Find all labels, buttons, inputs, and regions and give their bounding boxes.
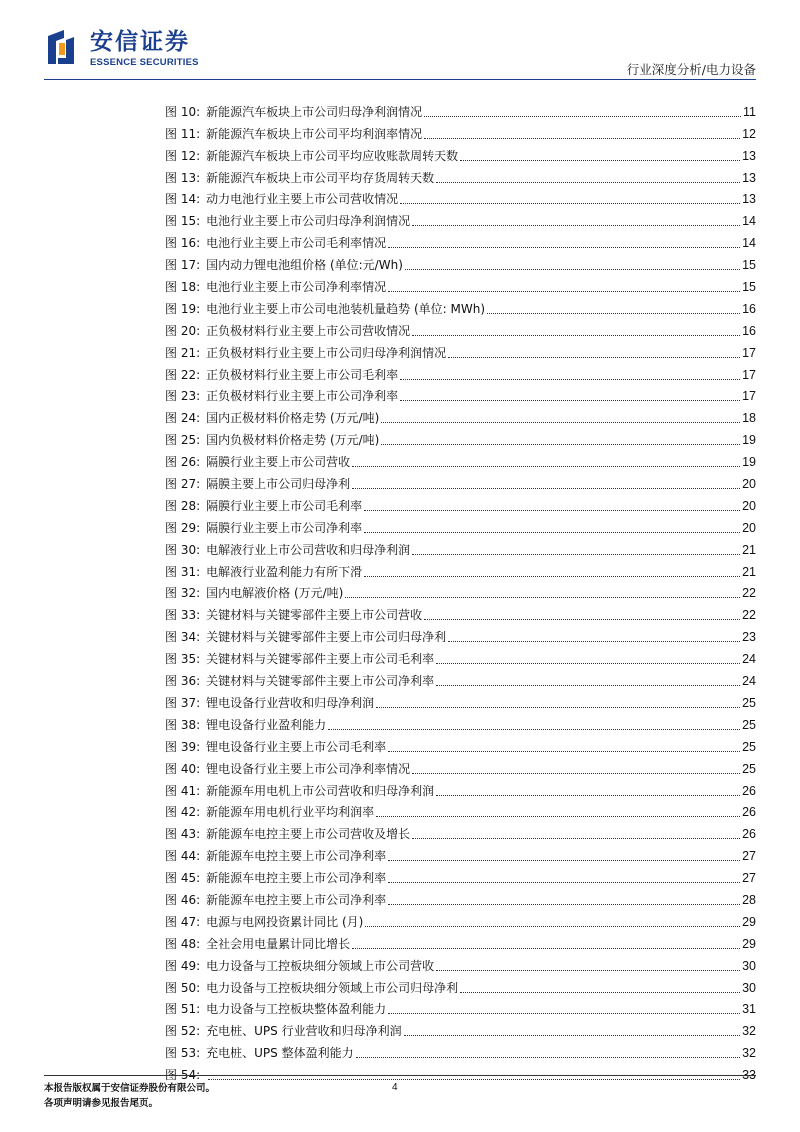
toc-entry[interactable] <box>165 996 756 1018</box>
toc-figure-label: 图 24: <box>165 411 201 426</box>
toc-leader-dots <box>448 356 740 358</box>
toc-figure-label: 图 51: <box>165 1002 201 1017</box>
toc-entry[interactable] <box>165 251 756 273</box>
toc-page-number: 29 <box>742 936 756 951</box>
toc-leader-dots <box>376 815 740 817</box>
toc-figure-label: 图 45: <box>165 871 201 886</box>
toc-figure-label: 图 53: <box>165 1046 201 1061</box>
toc-entry[interactable] <box>165 1039 756 1061</box>
toc-figure-label: 图 20: <box>165 323 201 338</box>
toc-figure-title: 新能源车用电机行业平均利润率 <box>206 805 375 820</box>
toc-leader-dots <box>365 925 740 927</box>
toc-figure-title: 锂电设备行业主要上市公司毛利率 <box>206 739 387 754</box>
toc-entry[interactable] <box>165 886 756 908</box>
toc-page-number: 25 <box>742 739 756 754</box>
toc-figure-title: 隔膜主要上市公司归母净利 <box>206 477 351 492</box>
toc-entry[interactable] <box>165 98 756 120</box>
toc-leader-dots <box>436 181 740 183</box>
toc-page-number: 26 <box>742 783 756 798</box>
toc-entry[interactable] <box>165 317 756 339</box>
toc-figure-label: 图 17: <box>165 258 201 273</box>
toc-entry[interactable] <box>165 470 756 492</box>
toc-leader-dots <box>436 969 740 971</box>
toc-figure-title: 充电桩、UPS 行业营收和归母净利润 <box>206 1024 402 1039</box>
toc-figure-title: 电池行业主要上市公司净利率情况 <box>206 280 387 295</box>
toc-entry[interactable] <box>165 799 756 821</box>
toc-entry[interactable] <box>165 711 756 733</box>
toc-entry[interactable] <box>165 864 756 886</box>
essence-logo-icon <box>46 28 76 66</box>
toc-figure-title: 新能源车电控主要上市公司营收及增长 <box>206 827 411 842</box>
toc-figure-label: 图 27: <box>165 477 201 492</box>
header-divider <box>44 79 756 80</box>
toc-page-number: 19 <box>742 433 756 448</box>
toc-page-number: 24 <box>742 674 756 689</box>
toc-page-number: 14 <box>742 236 756 251</box>
toc-leader-dots <box>345 596 740 598</box>
toc-page-number: 15 <box>742 280 756 295</box>
toc-figure-title: 国内负极材料价格走势 (万元/吨) <box>206 433 380 448</box>
toc-figure-title: 新能源车电控主要上市公司净利率 <box>206 849 387 864</box>
toc-entry[interactable] <box>165 492 756 514</box>
toc-leader-dots <box>352 487 740 489</box>
toc-page-number: 22 <box>742 608 756 623</box>
toc-leader-dots <box>364 575 740 577</box>
toc-page-number: 16 <box>742 323 756 338</box>
toc-page-number: 28 <box>742 892 756 907</box>
toc-page-number: 21 <box>742 542 756 557</box>
toc-figure-label: 图 18: <box>165 280 201 295</box>
toc-entry[interactable] <box>165 142 756 164</box>
toc-figure-label: 图 52: <box>165 1024 201 1039</box>
toc-figure-title: 动力电池行业主要上市公司营收情况 <box>206 192 399 207</box>
toc-figure-title: 电解液行业上市公司营收和归母净利润 <box>206 542 411 557</box>
toc-figure-title: 电力设备与工控板块细分领域上市公司营收 <box>206 958 435 973</box>
toc-figure-label: 图 22: <box>165 367 201 382</box>
toc-page-number: 12 <box>742 126 756 141</box>
toc-leader-dots <box>352 947 740 949</box>
toc-figure-title: 新能源汽车板块上市公司平均存货周转天数 <box>206 170 435 185</box>
toc-figure-title: 国内动力锂电池组价格 (单位:元/Wh) <box>206 258 403 273</box>
toc-page-number: 32 <box>742 1046 756 1061</box>
toc-figure-title: 隔膜行业主要上市公司净利率 <box>206 520 363 535</box>
toc-page-number: 30 <box>742 980 756 995</box>
toc-figure-title: 电池行业主要上市公司电池装机量趋势 (单位: MWh) <box>206 301 486 316</box>
toc-leader-dots <box>208 1078 740 1080</box>
toc-leader-dots <box>436 794 740 796</box>
toc-page-number: 29 <box>742 914 756 929</box>
toc-leader-dots <box>388 1012 740 1014</box>
toc-leader-dots <box>412 553 740 555</box>
toc-page-number: 20 <box>742 477 756 492</box>
footer-copyright: 本报告版权属于安信证券股份有限公司。 <box>44 1083 216 1094</box>
toc-figure-label: 图 43: <box>165 827 201 842</box>
toc-entry[interactable] <box>165 273 756 295</box>
toc-page-number: 13 <box>742 148 756 163</box>
toc-figure-label: 图 28: <box>165 498 201 513</box>
brand-name-cn: 安信证券 <box>90 29 190 55</box>
toc-leader-dots <box>424 618 740 620</box>
toc-figure-label: 图 26: <box>165 455 201 470</box>
toc-figure-title: 关键材料与关键零部件主要上市公司营收 <box>206 608 423 623</box>
toc-page-number: 18 <box>742 411 756 426</box>
toc-page-number: 11 <box>743 104 756 119</box>
toc-page-number: 25 <box>742 761 756 776</box>
toc-figure-title: 新能源车电控主要上市公司净利率 <box>206 871 387 886</box>
toc-entry[interactable] <box>165 361 756 383</box>
toc-figure-label: 图 34: <box>165 630 201 645</box>
toc-leader-dots <box>424 115 741 117</box>
toc-entry[interactable] <box>165 536 756 558</box>
toc-figure-label: 图 25: <box>165 433 201 448</box>
footer-disclaimer <box>44 1081 215 1111</box>
toc-figure-title: 电池行业主要上市公司归母净利润情况 <box>206 214 411 229</box>
toc-figure-title: 新能源汽车板块上市公司归母净利润情况 <box>206 104 423 119</box>
toc-figure-title: 国内正极材料价格走势 (万元/吨) <box>206 411 380 426</box>
toc-figure-label: 图 14: <box>165 192 201 207</box>
toc-figure-label: 图 44: <box>165 849 201 864</box>
toc-leader-dots <box>356 1056 741 1058</box>
toc-page-number: 27 <box>742 871 756 886</box>
brand-name-en: ESSENCE SECURITIES <box>90 57 199 68</box>
toc-leader-dots <box>328 728 740 730</box>
toc-figure-title: 关键材料与关键零部件主要上市公司毛利率 <box>206 652 435 667</box>
toc-leader-dots <box>400 202 740 204</box>
toc-page-number: 20 <box>742 520 756 535</box>
toc-leader-dots <box>381 421 740 423</box>
toc-page-number: 21 <box>742 564 756 579</box>
toc-leader-dots <box>400 378 740 380</box>
toc-leader-dots <box>436 662 740 664</box>
toc-figure-title: 新能源车电控主要上市公司净利率 <box>206 892 387 907</box>
toc-entry[interactable] <box>165 1017 756 1039</box>
toc-figure-title: 正负极材料行业主要上市公司毛利率 <box>206 367 399 382</box>
toc-figure-title: 锂电设备行业主要上市公司净利率情况 <box>206 761 411 776</box>
toc-leader-dots <box>405 268 740 270</box>
toc-leader-dots <box>376 706 740 708</box>
toc-page-number: 20 <box>742 498 756 513</box>
toc-figure-label: 图 48: <box>165 936 201 951</box>
toc-figure-label: 图 41: <box>165 783 201 798</box>
toc-entry[interactable] <box>165 383 756 405</box>
toc-leader-dots <box>388 750 740 752</box>
toc-entry[interactable] <box>165 952 756 974</box>
toc-page-number: 23 <box>742 630 756 645</box>
toc-figure-label: 图 40: <box>165 761 201 776</box>
page-header <box>0 0 800 80</box>
toc-page-number: 19 <box>742 455 756 470</box>
toc-figure-title: 关键材料与关键零部件主要上市公司净利率 <box>206 674 435 689</box>
toc-entry[interactable] <box>165 120 756 142</box>
report-category: 行业深度分析/电力设备 <box>626 62 756 77</box>
toc-page-number: 17 <box>742 367 756 382</box>
toc-page-number: 13 <box>742 192 756 207</box>
toc-page-number: 32 <box>742 1024 756 1039</box>
toc-figure-title: 电解液行业盈利能力有所下滑 <box>206 564 363 579</box>
toc-figure-label: 图 21: <box>165 345 201 360</box>
toc-leader-dots <box>404 1034 741 1036</box>
toc-entry[interactable] <box>165 558 756 580</box>
toc-leader-dots <box>381 443 740 445</box>
toc-page-number: 15 <box>742 258 756 273</box>
toc-figure-label: 图 29: <box>165 520 201 535</box>
toc-figure-title: 新能源车用电机上市公司营收和归母净利润 <box>206 783 435 798</box>
toc-figure-title: 国内电解液价格 (万元/吨) <box>206 586 344 601</box>
toc-figure-label: 图 37: <box>165 695 201 710</box>
toc-entry[interactable] <box>165 777 756 799</box>
toc-leader-dots <box>436 684 740 686</box>
toc-figure-label: 图 23: <box>165 389 201 404</box>
toc-figure-label: 图 38: <box>165 717 201 732</box>
toc-entry[interactable] <box>165 820 756 842</box>
toc-entry[interactable] <box>165 908 756 930</box>
toc-figure-label: 图 46: <box>165 892 201 907</box>
page-number: 4 <box>392 1082 398 1093</box>
toc-entry[interactable] <box>165 645 756 667</box>
toc-figure-label: 图 32: <box>165 586 201 601</box>
toc-figure-label: 图 10: <box>165 104 201 119</box>
toc-leader-dots <box>352 465 740 467</box>
toc-leader-dots <box>412 837 740 839</box>
toc-figure-label: 图 39: <box>165 739 201 754</box>
toc-entry[interactable] <box>165 974 756 996</box>
toc-entry[interactable] <box>165 164 756 186</box>
toc-figure-label: 图 15: <box>165 214 201 229</box>
toc-leader-dots <box>412 224 740 226</box>
toc-page-number: 13 <box>742 170 756 185</box>
toc-page-number: 26 <box>742 827 756 842</box>
toc-entry[interactable] <box>165 623 756 645</box>
toc-figure-title: 电力设备与工控板块整体盈利能力 <box>206 1002 387 1017</box>
toc-leader-dots <box>460 159 740 161</box>
toc-leader-dots <box>412 334 740 336</box>
toc-entry[interactable] <box>165 689 756 711</box>
toc-figure-title: 隔膜行业主要上市公司毛利率 <box>206 498 363 513</box>
toc-figure-title: 新能源汽车板块上市公司平均利润率情况 <box>206 126 423 141</box>
toc-figure-label: 图 19: <box>165 301 201 316</box>
toc-figure-title: 全社会用电量累计同比增长 <box>206 936 351 951</box>
toc-leader-dots <box>364 509 740 511</box>
toc-page-number: 22 <box>742 586 756 601</box>
toc-page-number: 17 <box>742 345 756 360</box>
toc-page-number: 27 <box>742 849 756 864</box>
toc-entry[interactable] <box>165 207 756 229</box>
toc-leader-dots <box>388 881 740 883</box>
toc-page-number: 14 <box>742 214 756 229</box>
toc-figure-title: 新能源汽车板块上市公司平均应收账款周转天数 <box>206 148 459 163</box>
toc-figure-label: 图 42: <box>165 805 201 820</box>
toc-figure-title: 正负极材料行业主要上市公司营收情况 <box>206 323 411 338</box>
toc-entry[interactable] <box>165 426 756 448</box>
toc-page-number: 33 <box>742 1068 756 1083</box>
toc-figure-title: 电力设备与工控板块细分领域上市公司归母净利 <box>206 980 459 995</box>
toc-page-number: 25 <box>742 717 756 732</box>
toc-page-number: 24 <box>742 652 756 667</box>
footer-notice: 各项声明请参见报告尾页。 <box>44 1098 159 1109</box>
toc-leader-dots <box>424 137 740 139</box>
toc-leader-dots <box>400 399 740 401</box>
toc-figure-title: 电池行业主要上市公司毛利率情况 <box>206 236 387 251</box>
toc-page-number: 30 <box>742 958 756 973</box>
toc-entry[interactable] <box>165 1061 756 1083</box>
footer-divider <box>44 1075 756 1076</box>
toc-page-number: 31 <box>742 1002 756 1017</box>
toc-entry[interactable] <box>165 580 756 602</box>
toc-figure-title: 电源与电网投资累计同比 (月) <box>206 914 364 929</box>
toc-entry[interactable] <box>165 842 756 864</box>
toc-entry[interactable] <box>165 339 756 361</box>
toc-leader-dots <box>388 859 740 861</box>
toc-leader-dots <box>388 290 740 292</box>
toc-leader-dots <box>487 312 740 314</box>
toc-leader-dots <box>448 640 740 642</box>
toc-figure-label: 图 49: <box>165 958 201 973</box>
toc-figure-title: 关键材料与关键零部件主要上市公司归母净利 <box>206 630 447 645</box>
toc-entry[interactable] <box>165 601 756 623</box>
toc-figure-title: 正负极材料行业主要上市公司归母净利润情况 <box>206 345 447 360</box>
toc-figure-label: 图 33: <box>165 608 201 623</box>
toc-page-number: 17 <box>742 389 756 404</box>
toc-figure-label: 图 47: <box>165 914 201 929</box>
toc-figure-label: 图 16: <box>165 236 201 251</box>
toc-entry[interactable] <box>165 295 756 317</box>
toc-figure-label: 图 35: <box>165 652 201 667</box>
toc-page-number: 25 <box>742 695 756 710</box>
toc-leader-dots <box>412 772 740 774</box>
toc-entry[interactable] <box>165 930 756 952</box>
toc-figure-label: 图 31: <box>165 564 201 579</box>
toc-figure-title: 锂电设备行业盈利能力 <box>206 717 327 732</box>
toc-figure-label: 图 30: <box>165 542 201 557</box>
figure-list <box>165 98 756 1083</box>
toc-figure-title: 锂电设备行业营收和归母净利润 <box>206 695 375 710</box>
toc-entry[interactable] <box>165 404 756 426</box>
toc-figure-title: 隔膜行业主要上市公司营收 <box>206 455 351 470</box>
toc-entry[interactable] <box>165 186 756 208</box>
toc-entry[interactable] <box>165 733 756 755</box>
toc-figure-label: 图 50: <box>165 980 201 995</box>
toc-page-number: 16 <box>742 301 756 316</box>
toc-page-number: 26 <box>742 805 756 820</box>
toc-entry[interactable] <box>165 448 756 470</box>
toc-figure-title: 充电桩、UPS 整体盈利能力 <box>206 1046 354 1061</box>
toc-figure-label: 图 12: <box>165 148 201 163</box>
toc-entry[interactable] <box>165 755 756 777</box>
toc-entry[interactable] <box>165 667 756 689</box>
toc-leader-dots <box>364 531 740 533</box>
toc-figure-label: 图 11: <box>165 126 201 141</box>
toc-entry[interactable] <box>165 514 756 536</box>
toc-figure-label: 图 54: <box>165 1068 201 1083</box>
toc-leader-dots <box>388 903 740 905</box>
toc-leader-dots <box>460 991 740 993</box>
toc-figure-title: 正负极材料行业主要上市公司净利率 <box>206 389 399 404</box>
toc-entry[interactable] <box>165 229 756 251</box>
toc-figure-label: 图 36: <box>165 674 201 689</box>
toc-figure-label: 图 13: <box>165 170 201 185</box>
toc-leader-dots <box>388 246 740 248</box>
